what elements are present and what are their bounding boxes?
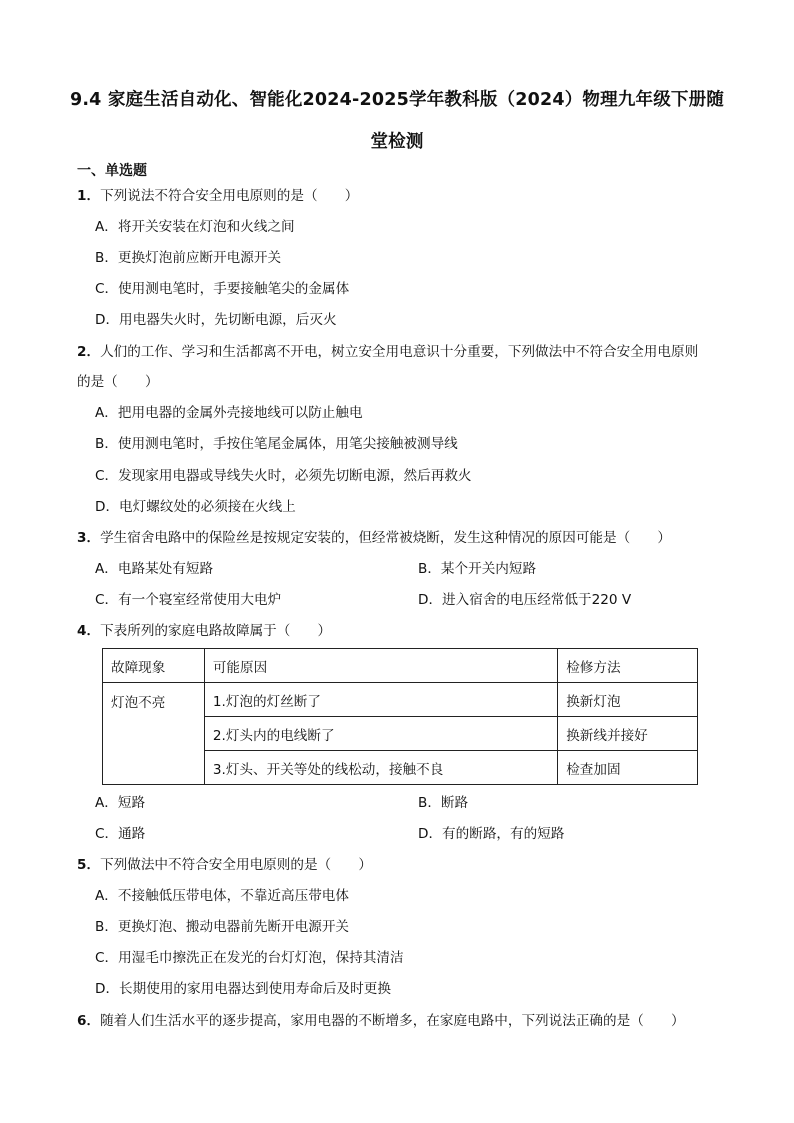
q2-option-a: A．把用电器的金属外壳接地线可以防止触电 — [95, 405, 363, 421]
q5-option-b: B．更换灯泡、搬动电器前先断开电源开关 — [95, 919, 350, 935]
q5-option-c: C．用湿毛巾擦洗正在发光的台灯灯泡，保持其清洁 — [95, 950, 404, 966]
table-cell-cause: 1.灯泡的灯丝断了 — [204, 683, 557, 717]
q5-option-a: A．不接触低压带电体，不靠近高压带电体 — [95, 888, 349, 904]
question-5-stem — [77, 856, 372, 874]
question-number: 1． — [77, 188, 101, 204]
q2-option-c: C．发现家用电器或导线失火时，必须先切断电源，然后再救火 — [95, 468, 472, 484]
question-text: 学生宿舍电路中的保险丝是按规定安装的，但经常被烧断，发生这种情况的原因可能是（ ） — [100, 530, 671, 546]
q3-option-b: B．某个开关内短路 — [418, 561, 537, 577]
question-number: 2． — [77, 344, 101, 360]
question-2-stem — [77, 343, 698, 361]
q5-option-d: D．长期使用的家用电器达到使用寿命后及时更换 — [95, 981, 391, 997]
q4-option-c: C．通路 — [95, 826, 146, 842]
q4-option-d: D．有的断路，有的短路 — [418, 826, 565, 842]
question-3-stem — [77, 529, 671, 547]
question-number: 6． — [77, 1013, 101, 1029]
page-title-continued: 堂检测 — [370, 132, 424, 152]
table-header-row — [103, 649, 698, 683]
table-row — [103, 683, 698, 717]
question-text: 随着人们生活水平的逐步提高，家用电器的不断增多，在家庭电路中，下列说法正确的是（ ） — [100, 1013, 685, 1029]
q2-option-d: D．电灯螺纹处的必须接在火线上 — [95, 499, 296, 515]
q3-option-a: A．电路某处有短路 — [95, 561, 214, 577]
question-number: 4． — [77, 623, 101, 639]
fault-table — [102, 648, 698, 785]
question-4-stem — [77, 622, 331, 640]
q1-option-c: C．使用测电笔时，手要接触笔尖的金属体 — [95, 281, 350, 297]
q4-option-b: B．断路 — [418, 795, 469, 811]
q1-option-d: D．用电器失火时，先切断电源，后灭火 — [95, 312, 337, 328]
q1-option-b: B．更换灯泡前应断开电源开关 — [95, 250, 282, 266]
page-title: 9.4 家庭生活自动化、智能化2024-2025学年教科版（2024）物理九年级下册随 — [69, 90, 725, 110]
q4-option-a: A．短路 — [95, 795, 146, 811]
q1-option-a: A．将开关安装在灯泡和火线之间 — [95, 219, 295, 235]
table-cell-fix: 换新线并接好 — [558, 717, 698, 751]
table-cell-cause: 3.灯头、开关等处的线松动，接触不良 — [204, 751, 557, 785]
section-heading: 一、单选题 — [77, 163, 147, 179]
table-cell-fix: 换新灯泡 — [558, 683, 698, 717]
question-text: 下列做法中不符合安全用电原则的是（ ） — [100, 857, 372, 873]
table-header-cell: 故障现象 — [103, 649, 205, 683]
table-header-cell: 可能原因 — [204, 649, 557, 683]
question-text: 下列说法不符合安全用电原则的是（ ） — [100, 188, 359, 204]
q3-option-d: D．进入宿舍的电压经常低于220 V — [418, 592, 632, 608]
question-number: 3． — [77, 530, 101, 546]
table-cell-symptom: 灯泡不亮 — [103, 683, 205, 785]
question-text: 下表所列的家庭电路故障属于（ ） — [100, 623, 332, 639]
question-2-stem-continued: 的是（ ） — [77, 374, 159, 390]
q3-option-c: C．有一个寝室经常使用大电炉 — [95, 592, 282, 608]
table-cell-fix: 检查加固 — [558, 751, 698, 785]
table-cell-cause: 2.灯头内的电线断了 — [204, 717, 557, 751]
question-1-stem — [77, 187, 358, 205]
question-text: 人们的工作、学习和生活都离不开电，树立安全用电意识十分重要，下列做法中不符合安全用电原则 — [100, 344, 699, 360]
q2-option-b: B．使用测电笔时，手按住笔尾金属体，用笔尖接触被测导线 — [95, 436, 458, 452]
question-number: 5． — [77, 857, 101, 873]
table-header-cell: 检修方法 — [558, 649, 698, 683]
question-6-stem — [77, 1012, 685, 1030]
